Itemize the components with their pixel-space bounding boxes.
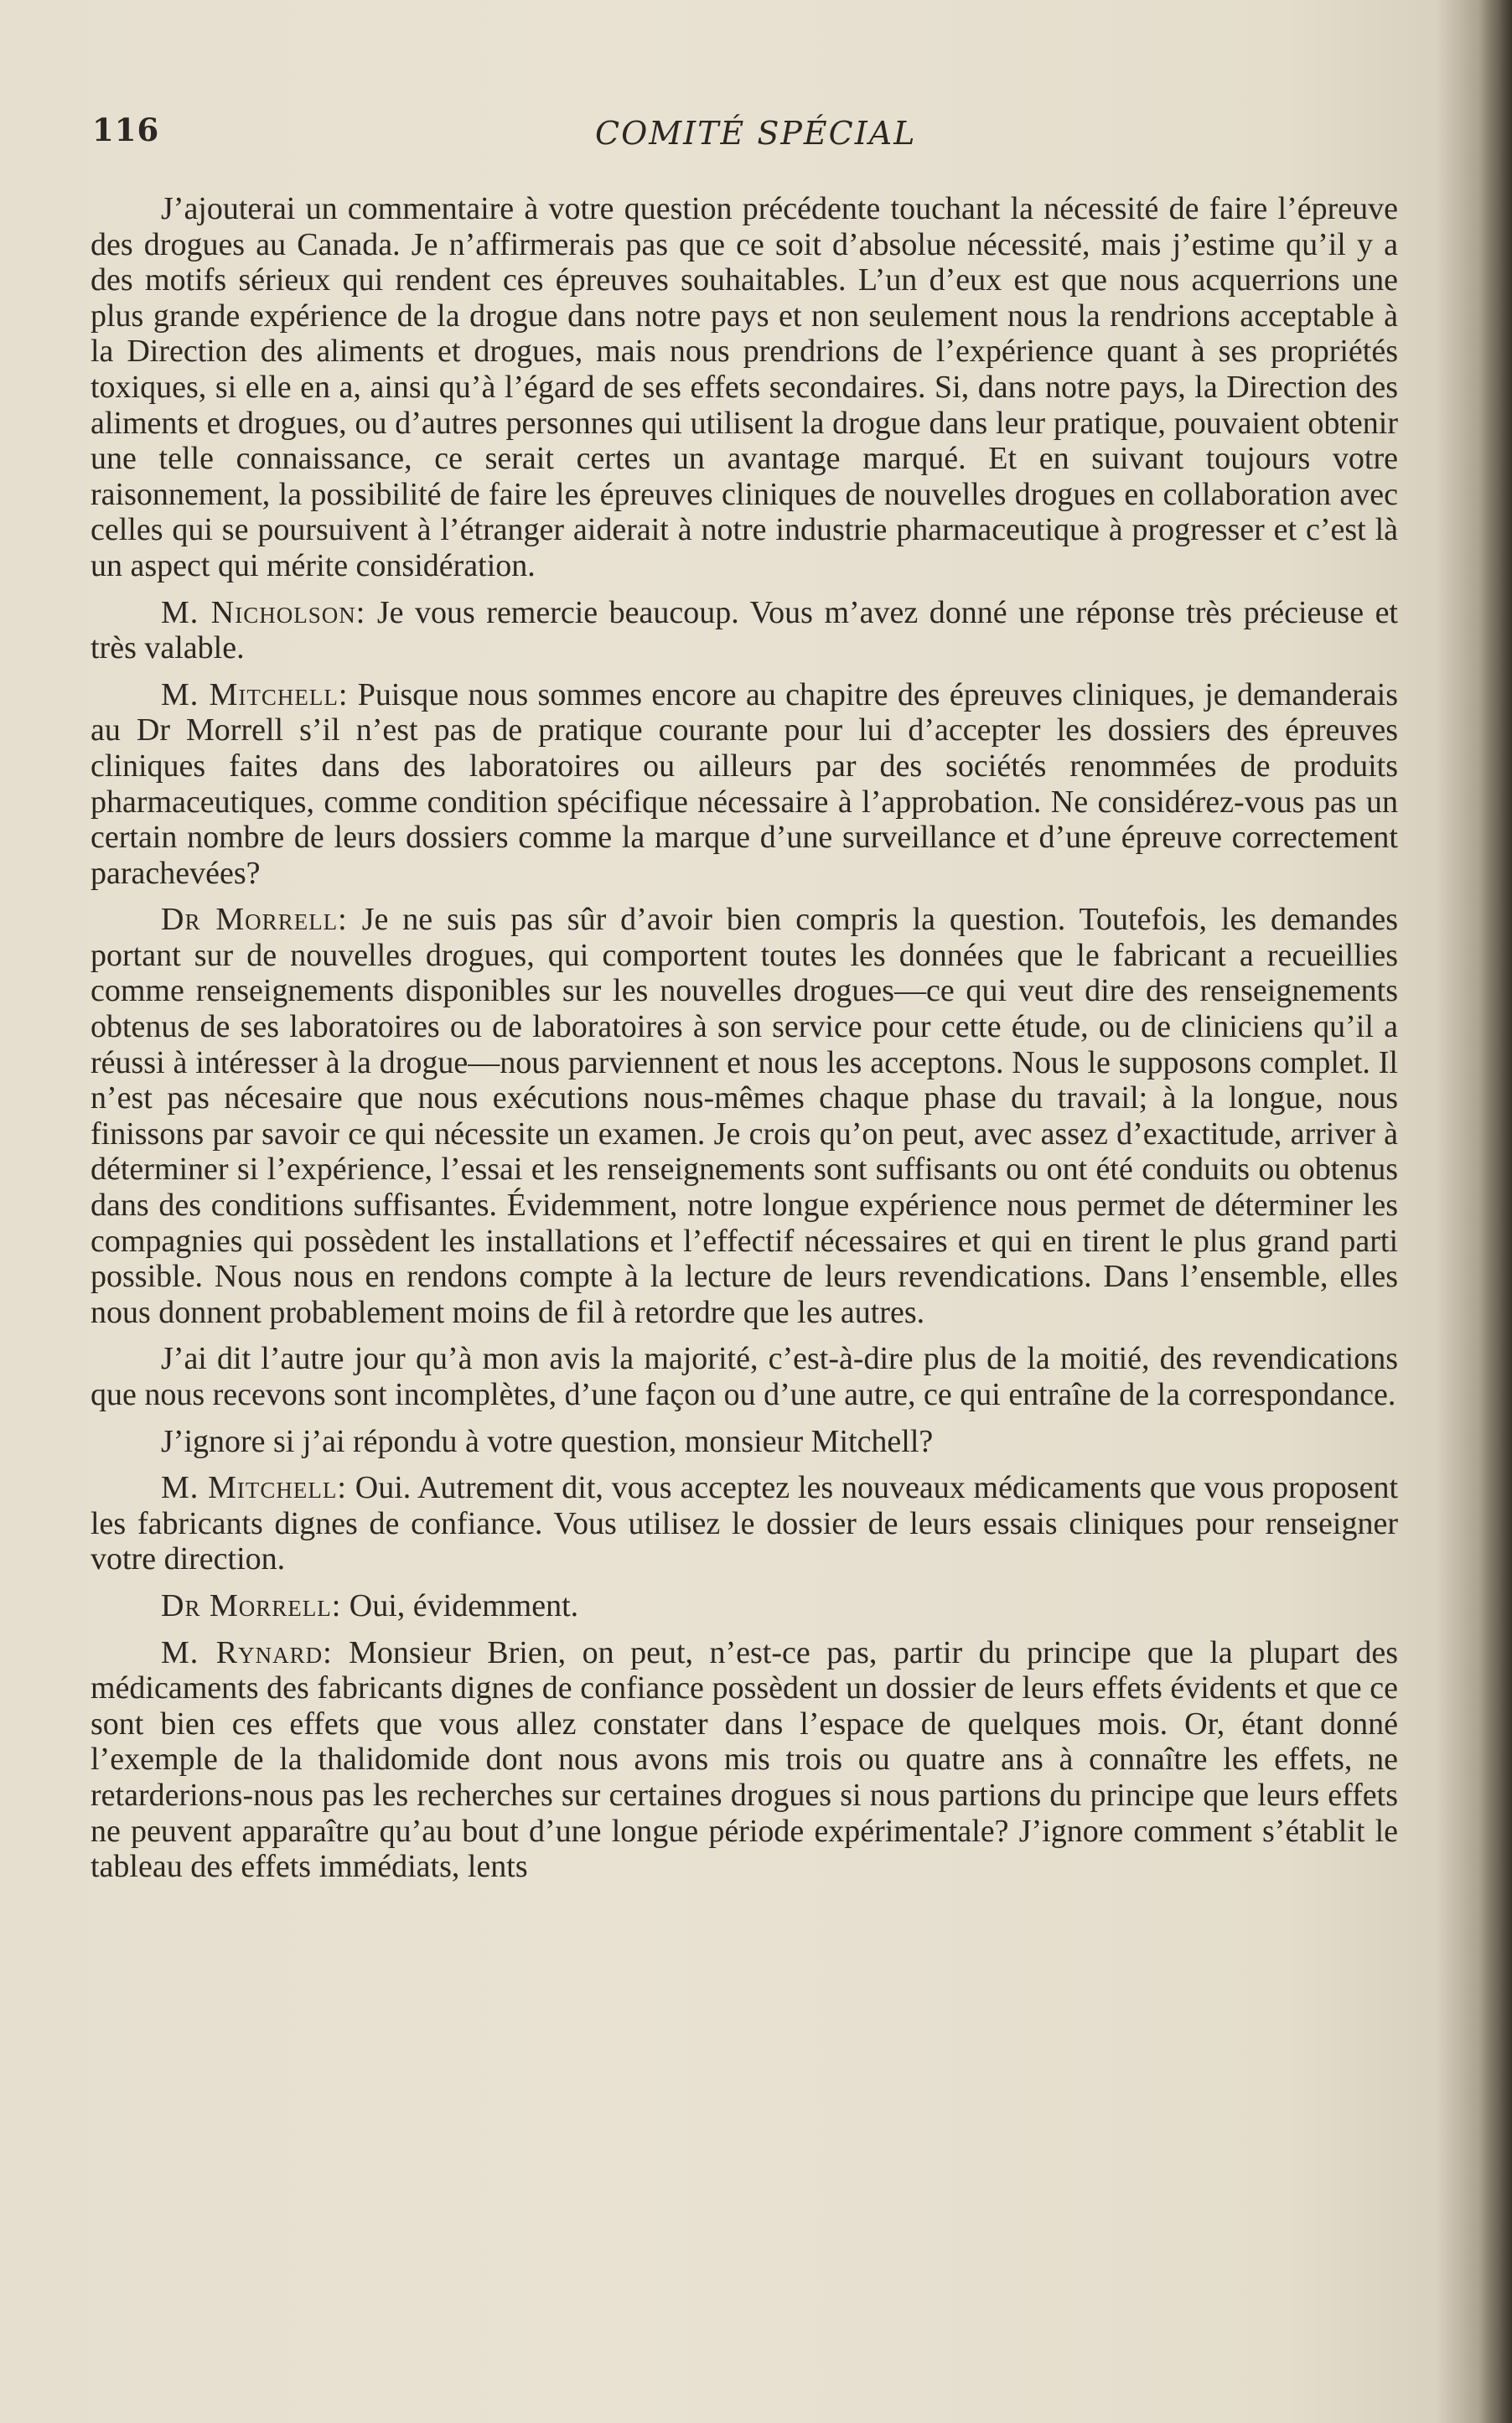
paragraph-text: J’ignore si j’ai répondu à votre question, monsieur Mitchell?	[161, 1423, 934, 1459]
paragraph-text: J’ai dit l’autre jour qu’à mon avis la majorité, c’est-à-dire plus de la moitié, des revendications que nous recevons sont incomplètes, d’une façon ou d’une autre, ce qui entraîne de la correspondance.	[91, 1341, 1398, 1412]
paragraph	[91, 595, 1398, 666]
paragraph-text: Je vous remercie beaucoup. Vous m’avez donné une réponse très précieuse et très valable.	[91, 594, 1398, 666]
paragraph	[91, 902, 1398, 1330]
speaker-name: Dr Morrell:	[161, 902, 348, 938]
paragraph	[91, 1588, 1398, 1624]
speaker-name: M. Mitchell:	[161, 1470, 347, 1506]
paragraph	[91, 191, 1398, 584]
paragraph-text: Monsieur Brien, on peut, n’est-ce pas, partir du principe que la plupart des médicaments des fabricants dignes de confiance possèdent un dossier de leurs effets évidents et que ce sont bien ces effets que vous allez constater dans l’espace de quelques mois. Or, étant donné l’exemple de la thalidomide dont nous avons mis trois ou quatre ans à connaître les effets, ne retarderions-nous pas les recherches sur certaines drogues si nous partions du principe que leurs effets ne peuvent apparaître qu’au bout d’une longue période expérimentale? J’ignore comment s’établit le tableau des effets immédiats, lents	[91, 1634, 1399, 1885]
page-header	[92, 111, 1400, 162]
paragraph-text: Puisque nous sommes encore au chapitre des épreuves cliniques, je demanderais au Dr Morrell s’il n’est pas de pratique courante pour lui d’accepter les dossiers des épreuves cliniques faites dans des laboratoires ou ailleurs par des sociétés renommées de produits pharmaceutiques, comme condition spécifique nécessaire à l’approbation. Ne considérez-vous pas un certain nombre de leurs dossiers comme la marque d’une surveillance et d’une épreuve correctement parachevées?	[91, 676, 1399, 891]
paragraph	[91, 677, 1398, 892]
page-edge-shadow	[1478, 0, 1512, 2423]
speaker-name: M. Mitchell:	[161, 676, 349, 712]
paragraph	[91, 1470, 1398, 1577]
paragraph-text: Oui, évidemment.	[341, 1587, 579, 1623]
running-title: COMITÉ SPÉCIAL	[595, 115, 917, 152]
paragraph-text: Oui. Autrement dit, vous acceptez les nouveaux médicaments que vous proposent les fabricants dignes de confiance. Vous utilisez le dossier de leurs essais cliniques pour renseigner votre direction.	[91, 1470, 1399, 1577]
page-number: 116	[92, 111, 160, 148]
paragraph	[91, 1341, 1398, 1412]
paragraph-text: J’ajouterai un commentaire à votre question précédente touchant la nécessité de faire l’épreuve des drogues au Canada. Je n’affirmerais pas que ce soit d’absolue nécessité, mais j’estime qu’il y a des motifs sérieux qui rendent ces épreuves souhaitables. L’un d’eux est que nous acquerrions une plus grande expérience de la drogue dans notre pays et non seulement nous la rendrions acceptable à la Direction des aliments et drogues, mais nous prendrions de l’expérience quant à ses propriétés toxiques, si elle en a, ainsi qu’à l’égard de ses effets secondaires. Si, dans notre pays, la Direction des aliments et drogues, ou d’autres personnes qui utilisent la drogue dans leur pratique, pouvaient obtenir une telle connaissance, ce serait certes un avantage marqué. Et en suivant toujours votre raisonnement, la possibilité de faire les épreuves cliniques de nouvelles drogues en collaboration avec celles qui se poursuivent à l’étranger aiderait à notre industrie pharmaceutique à progresser et c’est là un aspect qui mérite considération.	[91, 191, 1398, 583]
paragraph	[91, 1424, 1398, 1460]
body-text	[91, 191, 1398, 1896]
paragraph	[91, 1635, 1398, 1885]
paragraph-text: Je ne suis pas sûr d’avoir bien compris la question. Toutefois, les demandes portant sur de nouvelles drogues, qui comportent toutes les données que le fabricant a recueillies comme renseignements disponibles sur les nouvelles drogues—ce qui veut dire des renseignements obtenus de ses laboratoires ou de laboratoires à son service pour cette étude, ou de cliniciens qu’il a réussi à intéresser à la drogue—nous parviennent et nous les acceptons. Nous le supposons complet. Il n’est pas nécesaire que nous exécutions nous-mêmes chaque phase du travail; à la longue, nous finissons par savoir ce qui nécessite un examen. Je crois qu’on peut, avec assez d’exactitude, arriver à déterminer si l’expérience, l’essai et les renseignements sont suffisants ou ont été conduits ou obtenus dans des conditions suffisantes. Évidemment, notre longue expérience nous permet de déterminer les compagnies qui possèdent les installations et l’effectif nécessaires et qui en tirent le plus grand parti possible. Nous nous en rendons compte à la lecture de leurs revendications. Dans l’ensemble, elles nous donnent probablement moins de fil à retordre que les autres.	[91, 902, 1399, 1330]
speaker-name: M. Nicholson:	[161, 594, 366, 630]
speaker-name: M. Rynard:	[161, 1634, 333, 1670]
speaker-name: Dr Morrell:	[161, 1587, 342, 1623]
